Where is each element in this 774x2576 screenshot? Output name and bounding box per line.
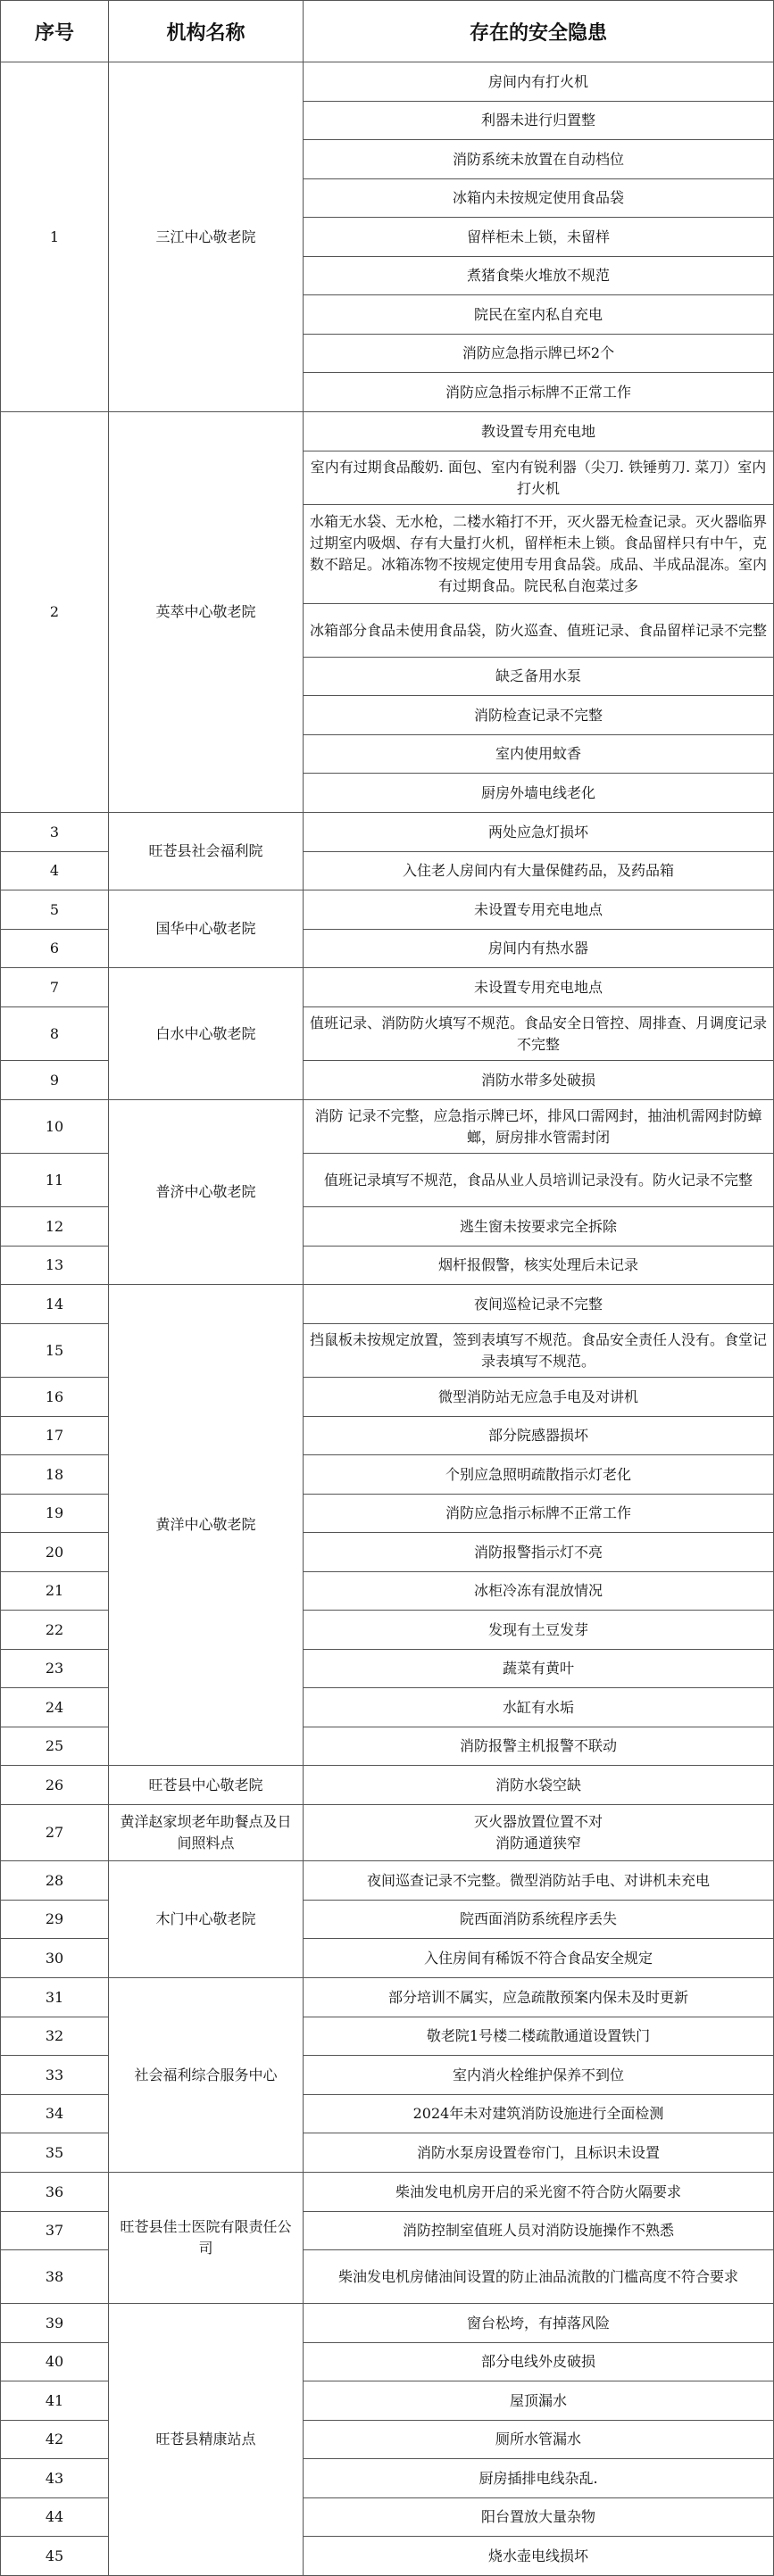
seq-cell: 8	[1, 1007, 109, 1061]
table-row	[1, 890, 774, 930]
seq-cell: 29	[1, 1901, 109, 1939]
issue-cell: 发现有土豆发芽	[304, 1611, 774, 1650]
issue-cell: 室内使用蚊香	[304, 735, 774, 774]
seq-cell: 34	[1, 2095, 109, 2133]
org-cell: 旺苍县精康站点	[109, 2304, 304, 2576]
seq-cell: 44	[1, 2498, 109, 2537]
issue-cell: 屋顶漏水	[304, 2381, 774, 2421]
seq-cell: 40	[1, 2343, 109, 2381]
header-org: 机构名称	[109, 1, 304, 62]
issue-cell: 部分电线外皮破损	[304, 2343, 774, 2381]
seq-cell: 14	[1, 1285, 109, 1324]
seq-cell: 1	[1, 62, 109, 412]
table-row	[1, 968, 774, 1007]
issue-cell: 厨房插排电线杂乱.	[304, 2459, 774, 2498]
issue-cell: 冰箱内未按规定使用食品袋	[304, 179, 774, 218]
table-row	[1, 813, 774, 852]
seq-cell: 27	[1, 1805, 109, 1861]
org-cell: 旺苍县中心敬老院	[109, 1766, 304, 1805]
issue-cell: 挡鼠板未按规定放置，签到表填写不规范。食品安全责任人没有。食堂记录表填写不规范。	[304, 1324, 774, 1378]
issue-cell: 冰箱部分食品未使用食品袋，防火巡查、值班记录、食品留样记录不完整	[304, 604, 774, 658]
seq-cell: 24	[1, 1688, 109, 1727]
issue-cell: 部分培训不属实，应急疏散预案内保未及时更新	[304, 1978, 774, 2017]
issue-cell: 逃生窗未按要求完全拆除	[304, 1207, 774, 1247]
issue-cell: 消防应急指示标牌不正常工作	[304, 1495, 774, 1533]
seq-cell: 13	[1, 1247, 109, 1285]
issue-cell: 部分院感器损坏	[304, 1417, 774, 1455]
seq-cell: 45	[1, 2537, 109, 2576]
seq-cell: 15	[1, 1324, 109, 1378]
issue-cell: 未设置专用充电地点	[304, 968, 774, 1007]
issue-cell: 水箱无水袋、无水枪，二楼水箱打不开，灭火器无检查记录。灭火器临界过期室内吸烟、存有大量打火机，留样柜未上锁。食品留样只有中午，克数不踣足。冰箱冻物不按规定使用专用食品袋。成品、半成品混冻。室内有过期食品。院民私自泡菜过多	[304, 505, 774, 604]
issue-cell: 微型消防站无应急手电及对讲机	[304, 1378, 774, 1417]
issue-cell: 消防水泵房设置卷帘门，且标识未设置	[304, 2133, 774, 2173]
header-row	[1, 1, 774, 62]
issue-cell: 冰柜冷冻有混放情况	[304, 1572, 774, 1611]
issue-cell: 房间内有热水器	[304, 930, 774, 968]
table-row	[1, 1285, 774, 1324]
seq-cell: 26	[1, 1766, 109, 1805]
issue-cell: 消防报警主机报警不联动	[304, 1727, 774, 1766]
org-cell: 黄洋赵家坝老年助餐点及日间照料点	[109, 1805, 304, 1861]
issue-cell: 留样柜未上锁，未留样	[304, 218, 774, 257]
issue-cell: 消防控制室值班人员对消防设施操作不熟悉	[304, 2212, 774, 2250]
issue-cell: 消防报警指示灯不亮	[304, 1533, 774, 1572]
table-row	[1, 1861, 774, 1901]
issue-cell: 个别应急照明疏散指示灯老化	[304, 1455, 774, 1495]
issue-cell: 教设置专用充电地	[304, 412, 774, 451]
seq-cell: 36	[1, 2173, 109, 2212]
table-row	[1, 1766, 774, 1805]
issue-cell: 蔬菜有黄叶	[304, 1650, 774, 1688]
org-cell: 白水中心敬老院	[109, 968, 304, 1100]
table-row	[1, 2173, 774, 2212]
issue-cell: 室内有过期食品酸奶. 面包、室内有锐利器（尖刀. 铁锤剪刀. 菜刀）室内打火机	[304, 451, 774, 505]
seq-cell: 30	[1, 1939, 109, 1978]
issue-cell: 消防应急指示牌已坏2个	[304, 335, 774, 373]
issue-cell: 柴油发电机房储油间设置的防止油品流散的门槛高度不符合要求	[304, 2250, 774, 2304]
issue-cell: 消防检查记录不完整	[304, 696, 774, 735]
issue-cell: 院民在室内私自充电	[304, 295, 774, 335]
table-row	[1, 1805, 774, 1861]
seq-cell: 37	[1, 2212, 109, 2250]
issue-cell: 消防 记录不完整，应急指示牌已坏，排风口需网封，抽油机需网封防蟑螂，厨房排水管需封闭	[304, 1100, 774, 1154]
seq-cell: 5	[1, 890, 109, 930]
issue-cell: 缺乏备用水泵	[304, 658, 774, 696]
table-row	[1, 1978, 774, 2017]
header-seq: 序号	[1, 1, 109, 62]
seq-cell: 35	[1, 2133, 109, 2173]
issue-cell: 厕所水管漏水	[304, 2421, 774, 2459]
issue-cell: 窗台松垮，有掉落风险	[304, 2304, 774, 2343]
seq-cell: 17	[1, 1417, 109, 1455]
issue-cell: 室内消火栓维护保养不到位	[304, 2056, 774, 2095]
seq-cell: 12	[1, 1207, 109, 1247]
seq-cell: 28	[1, 1861, 109, 1901]
issue-cell: 入住房间有稀饭不符合食品安全规定	[304, 1939, 774, 1978]
seq-cell: 6	[1, 930, 109, 968]
seq-cell: 3	[1, 813, 109, 852]
org-cell: 国华中心敬老院	[109, 890, 304, 968]
seq-cell: 22	[1, 1611, 109, 1650]
seq-cell: 20	[1, 1533, 109, 1572]
org-cell: 黄洋中心敬老院	[109, 1285, 304, 1766]
seq-cell: 41	[1, 2381, 109, 2421]
seq-cell: 42	[1, 2421, 109, 2459]
issue-cell: 未设置专用充电地点	[304, 890, 774, 930]
header-issues: 存在的安全隐患	[304, 1, 774, 62]
seq-cell: 43	[1, 2459, 109, 2498]
seq-cell: 19	[1, 1495, 109, 1533]
seq-cell: 31	[1, 1978, 109, 2017]
seq-cell: 4	[1, 852, 109, 890]
issue-cell: 烟杆报假警，核实处理后未记录	[304, 1247, 774, 1285]
issue-cell: 夜间巡检记录不完整	[304, 1285, 774, 1324]
org-cell: 三江中心敬老院	[109, 62, 304, 412]
issue-cell: 消防系统未放置在自动档位	[304, 140, 774, 179]
issue-cell: 院西面消防系统程序丢失	[304, 1901, 774, 1939]
issue-cell: 值班记录、消防防火填写不规范。食品安全日管控、周排查、月调度记录不完整	[304, 1007, 774, 1061]
org-cell: 英萃中心敬老院	[109, 412, 304, 813]
org-cell: 旺苍县社会福利院	[109, 813, 304, 890]
seq-cell: 33	[1, 2056, 109, 2095]
issue-cell: 厨房外墙电线老化	[304, 774, 774, 813]
table-row	[1, 412, 774, 451]
seq-cell: 38	[1, 2250, 109, 2304]
seq-cell: 7	[1, 968, 109, 1007]
issue-cell: 两处应急灯损坏	[304, 813, 774, 852]
seq-cell: 16	[1, 1378, 109, 1417]
issue-cell: 2024年未对建筑消防设施进行全面检测	[304, 2095, 774, 2133]
issue-cell: 入住老人房间内有大量保健药品，及药品箱	[304, 852, 774, 890]
seq-cell: 2	[1, 412, 109, 813]
seq-cell: 18	[1, 1455, 109, 1495]
issue-cell: 煮猪食柴火堆放不规范	[304, 257, 774, 295]
seq-cell: 10	[1, 1100, 109, 1154]
issue-cell: 灭火器放置位置不对 消防通道狭窄	[304, 1805, 774, 1861]
issue-cell: 值班记录填写不规范，食品从业人员培训记录没有。防火记录不完整	[304, 1154, 774, 1207]
table-row	[1, 1100, 774, 1154]
issue-cell: 水缸有水垢	[304, 1688, 774, 1727]
org-cell: 木门中心敬老院	[109, 1861, 304, 1978]
issue-cell: 利器未进行归置整	[304, 102, 774, 140]
seq-cell: 39	[1, 2304, 109, 2343]
table-row	[1, 2304, 774, 2343]
seq-cell: 11	[1, 1154, 109, 1207]
org-cell: 普济中心敬老院	[109, 1100, 304, 1285]
issue-cell: 敬老院1号楼二楼疏散通道设置铁门	[304, 2017, 774, 2056]
seq-cell: 23	[1, 1650, 109, 1688]
org-cell: 社会福利综合服务中心	[109, 1978, 304, 2173]
issue-cell: 阳台置放大量杂物	[304, 2498, 774, 2537]
issue-cell: 夜间巡查记录不完整。微型消防站手电、对讲机未充电	[304, 1861, 774, 1901]
seq-cell: 21	[1, 1572, 109, 1611]
issue-cell: 房间内有打火机	[304, 62, 774, 102]
seq-cell: 9	[1, 1061, 109, 1100]
issue-cell: 消防水袋空缺	[304, 1766, 774, 1805]
issue-cell: 消防应急指示标牌不正常工作	[304, 373, 774, 412]
issue-cell: 柴油发电机房开启的采光窗不符合防火隔要求	[304, 2173, 774, 2212]
org-cell: 旺苍县佳士医院有限责任公司	[109, 2173, 304, 2304]
table-body	[1, 62, 774, 2576]
issue-cell: 烧水壶电线损坏	[304, 2537, 774, 2576]
issue-cell: 消防水带多处破损	[304, 1061, 774, 1100]
seq-cell: 25	[1, 1727, 109, 1766]
table-row	[1, 62, 774, 102]
seq-cell: 32	[1, 2017, 109, 2056]
